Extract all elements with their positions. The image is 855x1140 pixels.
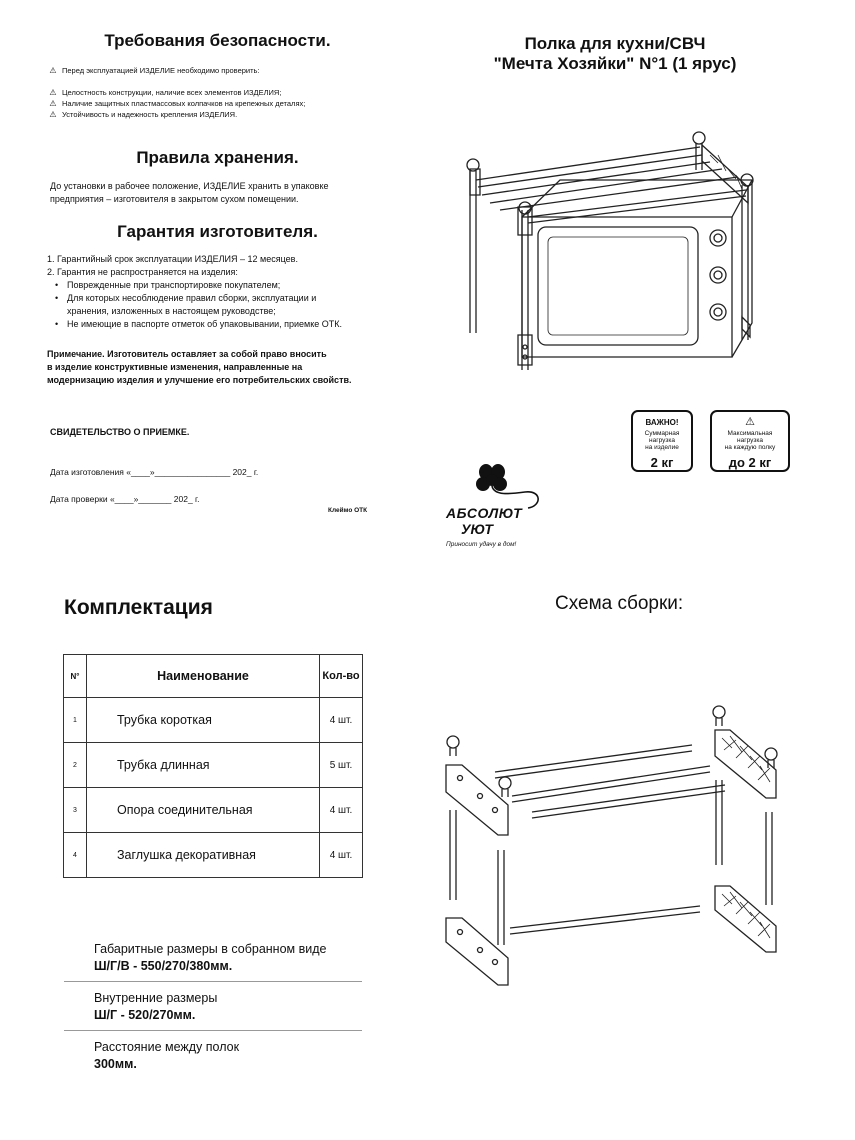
otk-stamp-label: Клеймо ОТК [328,507,368,514]
brand-name-line2: УЮТ [461,521,493,537]
safety-title: Требования безопасности. [104,31,331,50]
list-item: • Для которых несоблюдение правил сборки, эксплуатации и [55,293,317,303]
list-item: ⚠ Наличие защитных пластмассовых колпачков на крепежных деталях; [49,99,306,108]
cap-icon [447,736,459,756]
microwave-shelf-illustration [460,125,770,390]
warning-triangle-icon: ⚠ [49,66,57,75]
table-header-row [64,655,363,698]
assembly-diagram [440,700,785,1000]
warning-triangle-icon: ⚠ [49,99,57,108]
safety-list [48,87,428,120]
assembly-title: Схема сборки: [555,593,684,614]
warranty-title: Гарантия изготовителя. [117,222,318,241]
cap-icon [713,706,725,726]
important-load-badge: ВАЖНО! Суммарная нагрузка на изделие 2 кг [631,410,693,472]
table-row [64,743,363,788]
storage-title: Правила хранения. [136,148,299,167]
row-name: Опора соединительная [87,788,320,833]
row-number: 4 [64,833,87,878]
row-number: 1 [64,698,87,743]
divider [64,981,362,982]
warning-triangle-icon: ⚠ [745,416,755,428]
row-number: 3 [64,788,87,833]
kit-title: Комплектация [64,596,213,619]
max-load-badge: ⚠ Максимальная нагрузка на каждую полку до 2 кг [710,410,790,472]
list-item: ⚠ Целостность конструкции, наличие всех элементов ИЗДЕЛИЯ; [49,88,282,97]
table-row [64,698,363,743]
warning-triangle-icon: ⚠ [49,88,57,97]
brand-slogan: Приносит удачу в дом! [446,541,517,548]
cap-icon [499,777,511,797]
row-qty: 4 шт. [320,788,363,833]
column-header-name: Наименование [87,655,320,698]
made-date-field: Дата изготовления «____»________________ 202_ г. [50,467,259,477]
product-title: Полка для кухни/СВЧ "Мечта Хозяйки" N°1 (1 ярус) [493,34,737,73]
inner-dimensions: Внутренние размеры Ш/Г - 520/270мм. [94,991,218,1022]
list-item: • Не имеющие в паспорте отметок об упаковывании, приемке ОТК. [55,319,343,329]
row-qty: 4 шт. [320,698,363,743]
list-item-continued: хранения, изложенных в настоящем руководстве; [67,306,276,316]
row-number: 2 [64,743,87,788]
column-header-number: N° [64,655,87,698]
row-name: Заглушка декоративная [87,833,320,878]
safety-intro: ⚠ Перед эксплуатацией ИЗДЕЛИЕ необходимо проверить: [49,66,260,75]
list-item: • Поврежденные при транспортировке покупателем; [55,280,281,290]
row-name: Трубка длинная [87,743,320,788]
row-name: Трубка короткая [87,698,320,743]
kit-table [63,654,363,878]
row-qty: 4 шт. [320,833,363,878]
check-date-field: Дата проверки «____»_______ 202_ г. [50,494,200,504]
brand-name-line1: АБСОЛЮТ [446,505,523,521]
table-row [64,833,363,878]
warranty-list: 1. Гарантийный срок эксплуатации ИЗДЕЛИЯ – 12 месяцев. 2. Гарантия не распространяется на изделия: • Поврежденные при транспортировке покупателем; • Для которых несоблюдение правил сборки, эксплуатации и хранения, изложенных в настоящем руководстве; • Не имеющие в паспорте отметок об упаковывании, приемке ОТК. [47,253,427,331]
table-row [64,788,363,833]
list-item: ⚠ Устойчивость и надежность крепления ИЗДЕЛИЯ. [49,110,238,119]
shelf-gap: Расстояние между полок 300мм. [94,1040,240,1071]
divider [64,1030,362,1031]
overall-dimensions: Габаритные размеры в собранном виде Ш/Г/В - 550/270/380мм. [94,942,327,973]
warning-triangle-icon: ⚠ [49,110,57,119]
certificate-title: СВИДЕТЕЛЬСТВО О ПРИЕМКЕ. [50,427,190,437]
row-qty: 5 шт. [320,743,363,788]
column-header-qty: Кол-во [320,655,363,698]
warranty-note: Примечание. Изготовитель оставляет за собой право вносить в изделие конструктивные изменения, направленные на модернизацию изделия и улучшение его потребительских свойств. [47,349,352,385]
storage-text: До установки в рабочее положение, ИЗДЕЛИЕ хранить в упаковке предприятия – изготовителя в закрытом сухом помещении. [50,181,329,204]
